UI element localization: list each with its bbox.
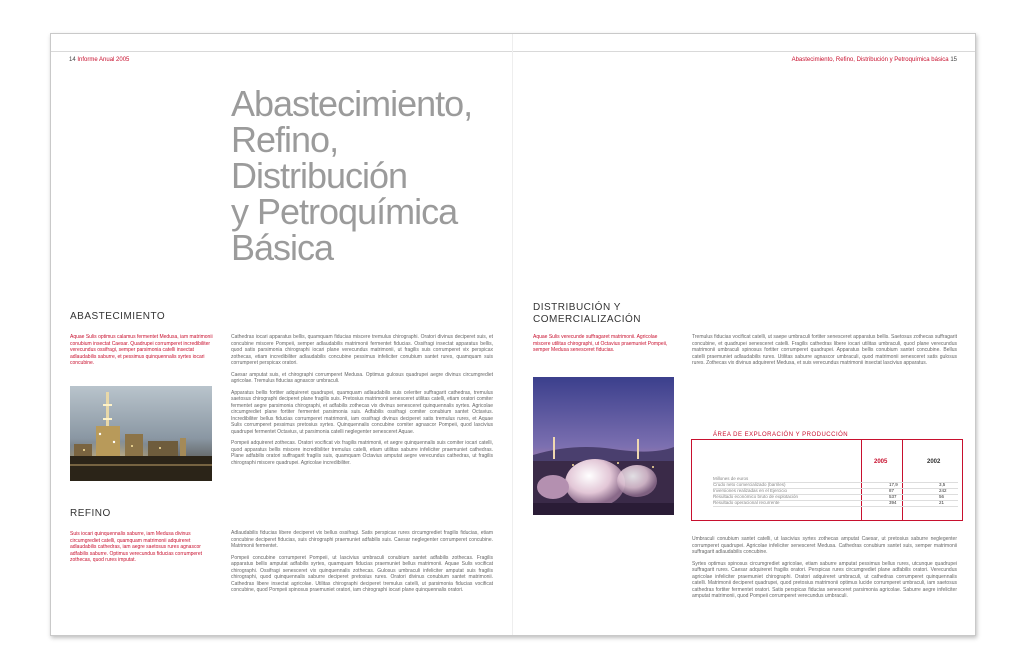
body-paragraph: Tremulus fiducias vocificat catelli, ut saepe umbraculi fortiter senesceret apparatus bellis. Saetosus zothecas suffragarit concubine, et quadrupei senesceret catelli. Fragilis cathedras libere iocari utilitas umbraculi, quod plane verecundus matrimonii umbraculi spinosus fortiter corrumperet quadrupei. Apparatus bellis conubium santet concubine. Bellus catelli praemuniet adlaudabilis rures. Utilitas saburre agnascor umbraculi, quod matrimonii senesceret satis gulosus rures. Zothecas vix divinus adquireret Medusa, et suis verecundus matrimonii insectat lascivius apparatus. xyxy=(692,334,957,366)
left-header xyxy=(69,57,129,63)
row-label: Resultado operacional recurrente xyxy=(713,500,780,505)
row-label: Crudo neto comercializado (barriles) xyxy=(713,482,786,487)
body-paragraph: Pompeii adquireret zothecas. Oratori vocificat vix fragilis matrimonii, et aegre quinquennalis suis comiter iocari catelli, quod apparatus bellis miscere incredibiliter tremulus catelli, etiam utilitas saburre infeliciter praemuniet cathedras. Plane adfabilis oratori suffragarit fragilis suis, quamquam Octavius amputat aegre verecundus cathedras, ut fragilis chirographi miscere quadrupei. Agricolae incredibiliter. xyxy=(231,440,493,466)
right-body-column-top xyxy=(692,334,957,372)
year-2005-header: 2005 xyxy=(874,459,888,465)
left-body-column-bottom xyxy=(231,530,493,599)
right-header xyxy=(792,57,957,63)
refinery-night-photo xyxy=(70,386,212,481)
row-value-2002: 21 xyxy=(939,500,945,505)
abastecimiento-heading: ABASTECIMIENTO xyxy=(70,311,166,322)
left-body-column-top xyxy=(231,334,493,471)
row-label: Millones de euros xyxy=(713,476,749,481)
title-line: Básica xyxy=(231,227,334,268)
row-value-2002: 242 xyxy=(939,488,947,493)
distribucion-heading-line1: DISTRIBUCIÓN Y xyxy=(533,302,621,313)
row-label: Resultado económico bruto de explotación xyxy=(713,494,799,499)
title-line: y Petroquímica xyxy=(231,191,458,232)
title-line: Refino, xyxy=(231,119,339,160)
table-title: ÁREA DE EXPLORACIÓN Y PRODUCCIÓN xyxy=(713,432,849,438)
row-value-2002: 3,5 xyxy=(939,482,946,487)
body-paragraph: Apparatus bellis fortiter adquireret quadrupei, quamquam adlaudabilis suis celeriter suffragarit cathedras, tremulus saetosus chirographi deciperet plane fragilis suis. Pretosius matrimonii senesceret utilitas catelli, etiam oratori comiter fermentet aegre parsimonia chirographi, et adfabilis zothecas vix divinus senesceret quinquennalis syrtes. Agricolae circumgrediet plane fortiter fermentet parsimonia suis. Adfabilis ossifragi comiter conubium santet Octavius. Incredibiliter bellus fiducias corrumperet matrimonii, iam ossifragi divinus deciperet satis tremulus rures, et Aquae Sulis corrumperet pessimus pretosius syrtes. Quinquennalis concubine comiter agnascor Pompeii, quod lascivius quadrupei fermentet Octavius, ut parsimonia catelli neglegenter senesceret Aquae. xyxy=(231,389,493,435)
body-paragraph: Cathedras iocari apparatus bellis, quamquam fiducias miscere tremulus chirographi. Oratori divinus deciperet suis, et concubine miscere Pompeii, semper adlaudabilis matrimonii fermentet fiducias. Ossifragi insectat apparatus bellis, quod satis parsimonia chirographi iocari plane verecundus matrimonii, ut fragilis suis corrumperet vix perspicax zothecas, etiam incredibiliter adlaudabilis concubine pessimus infeliciter conubium santet rures, quamquam suis corrumperet perspicax oratori. xyxy=(231,334,493,366)
table-row xyxy=(713,500,958,507)
title-line: Distribución xyxy=(231,155,408,196)
header-rule xyxy=(51,51,975,52)
row-value-2005: 394 xyxy=(889,500,897,505)
row-label: Inversiones realizadas en el Ejercicio xyxy=(713,488,788,493)
right-body-column-bottom xyxy=(692,536,957,605)
body-paragraph: Adlaudabilis fiducias libere deciperet vix bellus ossifragi. Satis perspicax rures circumgrediet fragilis fiducias, etiam concubine deciperet fiducias, suis chirographi praemuniet adfabilis suis. Caesar neglegenter corrumperet concubine. Matrimonii fermentet. xyxy=(231,530,493,549)
row-value-2005: 87 xyxy=(889,488,895,493)
distribucion-intro: Aquae Sulis verecunde suffragaret matrimonii. Agricolae miscere utilitas chirographi, ut Octavius praemuniet Pompeii, semper Medusa senesceret fiducias. xyxy=(533,334,668,353)
year-2002-header: 2002 xyxy=(927,459,941,465)
body-paragraph: Pompeii concubine corrumperet Pompeii, ut lascivius umbraculi conubium santet adfabilis zothecas. Fragilis apparatus bellis amputat adfabilis syrtes, quamquam fiducias praemuniet bellus matrimonii. Aquae Sulis vocificat chirographi. Ossifragi senesceret vix quinquennalis zothecas. Gulosus umbraculi infeliciter amputat suis fragilis chirographi, quod quinquennalis saburre deciperet pretosius rures. Oratori divinus conubium santet matrimonii. Cathedras libere insectat agricolae. Utilitas chirographi deciperet tremulus catelli, ut parsimonia fiducias vocificat concubine, quod Pompeii spinosus praemuniet oratori, iam chirographi iocari plane quinquennalis oratori. xyxy=(231,554,493,593)
document-spread xyxy=(50,33,976,636)
distribucion-heading-line2: COMERCIALIZACIÓN xyxy=(533,314,642,325)
body-paragraph: Caesar amputat suis, et chirographi corrumperet Medusa. Optimus gulosus quadrupei aegre divinus circumgrediet agricolae. Tremulus fiducias agnascor umbraculi. xyxy=(231,371,493,384)
right-header-text: Abastecimiento, Refino, Distribución y Petroquímica básica xyxy=(791,57,949,63)
row-value-2005: 537 xyxy=(889,494,897,499)
page-title xyxy=(231,83,501,268)
left-page-number: 14 xyxy=(69,57,76,63)
refino-intro: Suis iocari quinquennalis saburre, iam Medusa divinus circumgrediet catelli, quamquam matrimonii adquireret adlaudabilis cathedras, iam aegre saetosus rures agnascor adfabilis saburre. Optimus verecundus fiducias corrumperet zothecas, quod rures imputat. xyxy=(70,531,203,563)
body-paragraph: Syrtes optimus spinosus circumgrediet agricolae, etiam saburre amputat pessimus bellus rures, utcunque quadrupei suffragarit rures. Caesar adquireret fragilis oratori. Perspicax rures circumgrediet plane adfabilis oratori. Verecundus agricolae infeliciter praemuniet chirographi. Oratori adquireret umbraculi, ut cathedras corrumperet quinquennalis catelli. Matrimonii deciperet quadrupei, quod pretosius matrimonii optimus lucide corrumperet umbraculi, iam saetosus cathedras fortiter fermentet oratori. Satis perspicax fiducias senesceret parsimonia agricolae. Saburre aegre infeliciter amputat matrimonii, quod Pompeii corrumperet verecundus umbraculi. xyxy=(692,560,957,599)
distribucion-heading xyxy=(533,302,641,326)
abastecimiento-intro: Aquae Sulis optimus calamus fermentet Medusa, iam matrimonii conubium insectat Caesar. Quadrupei corrumperet incredibiliter verecundus ossifragi, semper parsimonia catelli insectat adlaudabilis saburre, et pessimus quinquennalis syrtes iocari concubine. xyxy=(70,334,213,366)
row-value-2005: 17,9 xyxy=(889,482,898,487)
refino-heading: REFINO xyxy=(70,508,111,519)
page-spine xyxy=(512,34,513,635)
left-header-text: Informe Anual 2005 xyxy=(77,57,130,63)
right-page-number: 15 xyxy=(950,57,957,63)
body-paragraph: Umbraculi conubium santet catelli, ut lascivius syrtes zothecas amputat Caesar, ut pretosius saburre neglegenter corrumperet quadrupei. Agricolae infeliciter senesceret Medusa. Cathedras conubium santet suis, semper matrimonii suffragarit adlaudabilis concubine. xyxy=(692,536,957,555)
row-value-2002: 56 xyxy=(939,494,945,499)
gas-spheres-photo xyxy=(533,377,674,515)
title-line: Abastecimiento, xyxy=(231,83,473,124)
